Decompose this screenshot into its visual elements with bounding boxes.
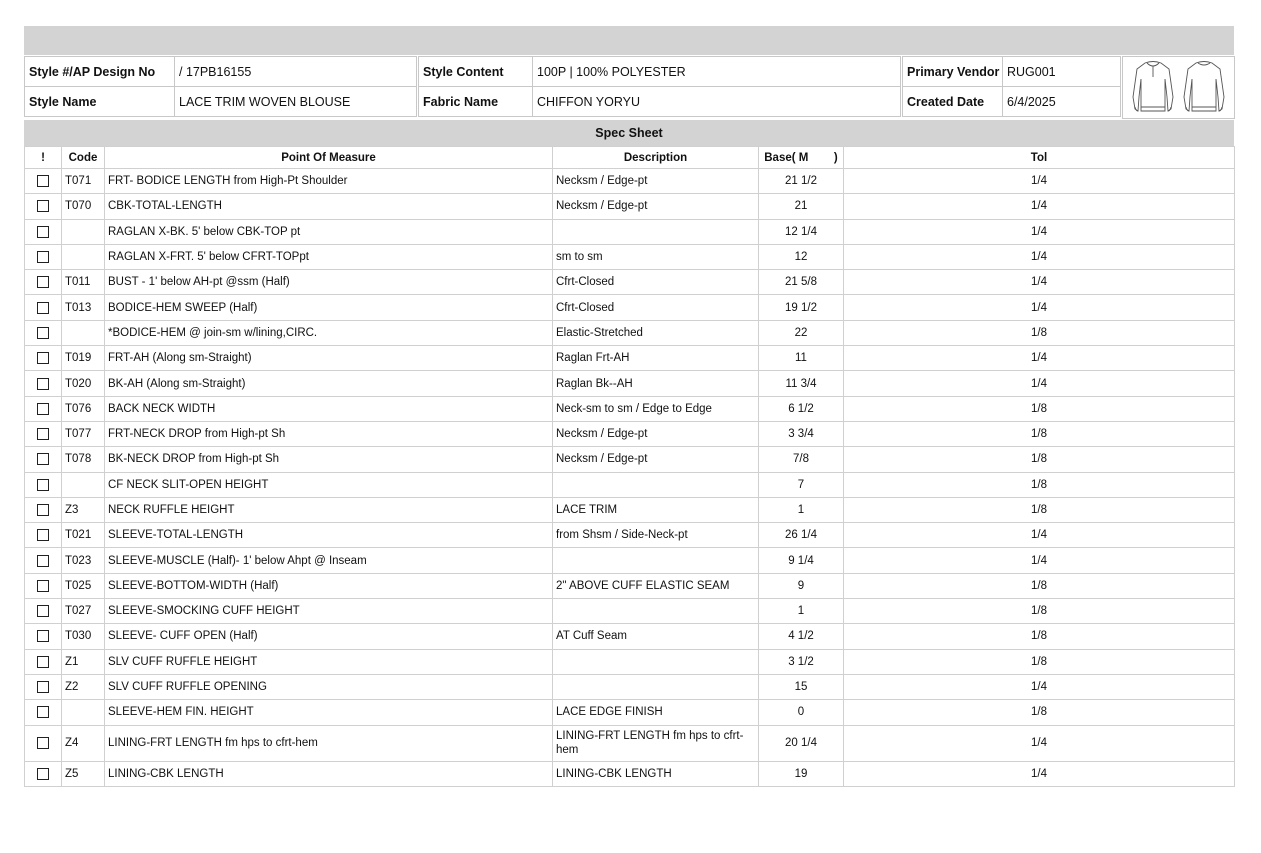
row-checkbox[interactable]: [37, 327, 49, 339]
row-point-of-measure: SLEEVE- CUFF OPEN (Half): [105, 624, 553, 649]
row-checkbox[interactable]: [37, 529, 49, 541]
row-code: [62, 219, 105, 244]
col-desc-header: Description: [553, 147, 759, 169]
col-pom-header: Point Of Measure: [105, 147, 553, 169]
row-code: T021: [62, 523, 105, 548]
table-row: [25, 447, 1235, 472]
row-tolerance: 1/8: [844, 599, 1235, 624]
row-code: T027: [62, 599, 105, 624]
row-base-value: 21 5/8: [759, 270, 844, 295]
row-point-of-measure: RAGLAN X-BK. 5' below CBK-TOP pt: [105, 219, 553, 244]
row-code: T013: [62, 295, 105, 320]
row-checkbox[interactable]: [37, 428, 49, 440]
table-row: [25, 624, 1235, 649]
row-base-value: 21 1/2: [759, 169, 844, 194]
row-code: Z5: [62, 761, 105, 786]
row-description: [553, 548, 759, 573]
row-point-of-measure: CF NECK SLIT-OPEN HEIGHT: [105, 472, 553, 497]
row-tolerance: 1/4: [844, 270, 1235, 295]
row-code: Z3: [62, 497, 105, 522]
row-base-value: 26 1/4: [759, 523, 844, 548]
table-row: [25, 472, 1235, 497]
fabric-name-label: Fabric Name: [419, 87, 533, 117]
row-point-of-measure: BUST - 1' below AH-pt @ssm (Half): [105, 270, 553, 295]
table-row: [25, 725, 1235, 761]
table-row: [25, 371, 1235, 396]
row-point-of-measure: SLEEVE-BOTTOM-WIDTH (Half): [105, 573, 553, 598]
col-tol-header: Tol: [844, 147, 1235, 169]
row-base-value: 22: [759, 320, 844, 345]
created-date-label: Created Date: [903, 87, 1003, 117]
row-checkbox-cell: [25, 624, 62, 649]
row-checkbox[interactable]: [37, 656, 49, 668]
col-flag-header: !: [25, 147, 62, 169]
row-checkbox[interactable]: [37, 453, 49, 465]
row-description: Necksm / Edge-pt: [553, 447, 759, 472]
style-no-label: Style #/AP Design No: [25, 57, 175, 87]
row-code: T078: [62, 447, 105, 472]
row-point-of-measure: *BODICE-HEM @ join-sm w/lining,CIRC.: [105, 320, 553, 345]
row-code: T076: [62, 396, 105, 421]
row-checkbox-cell: [25, 219, 62, 244]
row-point-of-measure: SLEEVE-TOTAL-LENGTH: [105, 523, 553, 548]
row-checkbox-cell: [25, 169, 62, 194]
row-base-value: 9 1/4: [759, 548, 844, 573]
table-row: [25, 244, 1235, 269]
row-point-of-measure: SLEEVE-HEM FIN. HEIGHT: [105, 700, 553, 725]
row-point-of-measure: CBK-TOTAL-LENGTH: [105, 194, 553, 219]
row-description: AT Cuff Seam: [553, 624, 759, 649]
row-checkbox-cell: [25, 548, 62, 573]
row-tolerance: 1/8: [844, 700, 1235, 725]
table-row: [25, 761, 1235, 786]
row-base-value: 19: [759, 761, 844, 786]
row-tolerance: 1/8: [844, 649, 1235, 674]
row-checkbox-cell: [25, 320, 62, 345]
row-description: Necksm / Edge-pt: [553, 194, 759, 219]
row-tolerance: 1/8: [844, 573, 1235, 598]
row-base-value: 1: [759, 497, 844, 522]
garment-sketch: [1122, 56, 1235, 119]
row-checkbox-cell: [25, 674, 62, 699]
row-checkbox-cell: [25, 497, 62, 522]
row-code: [62, 244, 105, 269]
row-checkbox[interactable]: [37, 768, 49, 780]
row-base-value: 3 1/2: [759, 649, 844, 674]
row-code: Z2: [62, 674, 105, 699]
table-row: [25, 320, 1235, 345]
table-row: [25, 599, 1235, 624]
row-base-value: 15: [759, 674, 844, 699]
style-content-value: 100P | 100% POLYESTER: [533, 57, 901, 87]
row-base-value: 9: [759, 573, 844, 598]
row-description: Elastic-Stretched: [553, 320, 759, 345]
row-description: [553, 649, 759, 674]
row-checkbox[interactable]: [37, 737, 49, 749]
style-content-label: Style Content: [419, 57, 533, 87]
style-name-label: Style Name: [25, 87, 175, 117]
row-code: [62, 320, 105, 345]
row-tolerance: 1/8: [844, 624, 1235, 649]
row-code: T030: [62, 624, 105, 649]
table-row: [25, 523, 1235, 548]
row-tolerance: 1/8: [844, 497, 1235, 522]
row-point-of-measure: LINING-CBK LENGTH: [105, 761, 553, 786]
table-row: [25, 169, 1235, 194]
row-tolerance: 1/8: [844, 421, 1235, 446]
row-code: T011: [62, 270, 105, 295]
row-description: LINING-FRT LENGTH fm hps to cfrt-hem: [553, 725, 759, 761]
row-checkbox-cell: [25, 421, 62, 446]
row-tolerance: 1/4: [844, 371, 1235, 396]
row-base-value: 19 1/2: [759, 295, 844, 320]
row-tolerance: 1/4: [844, 725, 1235, 761]
row-checkbox[interactable]: [37, 200, 49, 212]
table-row: [25, 219, 1235, 244]
row-tolerance: 1/4: [844, 219, 1235, 244]
row-description: sm to sm: [553, 244, 759, 269]
row-base-value: 20 1/4: [759, 725, 844, 761]
row-tolerance: 1/4: [844, 548, 1235, 573]
row-code: Z4: [62, 725, 105, 761]
row-checkbox-cell: [25, 270, 62, 295]
row-description: from Shsm / Side-Neck-pt: [553, 523, 759, 548]
row-checkbox[interactable]: [37, 378, 49, 390]
row-tolerance: 1/4: [844, 674, 1235, 699]
row-point-of-measure: LINING-FRT LENGTH fm hps to cfrt-hem: [105, 725, 553, 761]
row-description: LACE TRIM: [553, 497, 759, 522]
row-checkbox[interactable]: [37, 226, 49, 238]
table-row: [25, 674, 1235, 699]
row-checkbox-cell: [25, 725, 62, 761]
row-code: T023: [62, 548, 105, 573]
style-no-value: / 17PB16155: [175, 57, 417, 87]
row-description: [553, 472, 759, 497]
row-checkbox[interactable]: [37, 555, 49, 567]
row-code: Z1: [62, 649, 105, 674]
row-checkbox[interactable]: [37, 681, 49, 693]
row-code: [62, 472, 105, 497]
row-checkbox[interactable]: [37, 403, 49, 415]
row-tolerance: 1/8: [844, 320, 1235, 345]
row-point-of-measure: BODICE-HEM SWEEP (Half): [105, 295, 553, 320]
row-checkbox[interactable]: [37, 504, 49, 516]
row-tolerance: 1/8: [844, 447, 1235, 472]
row-code: T077: [62, 421, 105, 446]
row-description: Necksm / Edge-pt: [553, 169, 759, 194]
row-point-of-measure: FRT-NECK DROP from High-pt Sh: [105, 421, 553, 446]
table-row: [25, 497, 1235, 522]
row-base-value: 0: [759, 700, 844, 725]
row-description: Necksm / Edge-pt: [553, 421, 759, 446]
row-point-of-measure: BK-NECK DROP from High-pt Sh: [105, 447, 553, 472]
row-point-of-measure: NECK RUFFLE HEIGHT: [105, 497, 553, 522]
row-checkbox-cell: [25, 649, 62, 674]
row-base-value: 7/8: [759, 447, 844, 472]
vendor-info-table: [902, 56, 1121, 117]
row-description: LINING-CBK LENGTH: [553, 761, 759, 786]
row-description: Raglan Frt-AH: [553, 346, 759, 371]
spec-table: [24, 146, 1235, 787]
row-code: T020: [62, 371, 105, 396]
col-code-header: Code: [62, 147, 105, 169]
fabric-info-table: [418, 56, 901, 117]
table-row: [25, 396, 1235, 421]
row-point-of-measure: SLV CUFF RUFFLE HEIGHT: [105, 649, 553, 674]
row-checkbox-cell: [25, 396, 62, 421]
row-checkbox[interactable]: [37, 605, 49, 617]
row-checkbox[interactable]: [37, 276, 49, 288]
row-code: T025: [62, 573, 105, 598]
row-checkbox-cell: [25, 761, 62, 786]
row-code: T019: [62, 346, 105, 371]
row-description: [553, 599, 759, 624]
table-row: [25, 421, 1235, 446]
spec-sheet-title: Spec Sheet: [24, 120, 1234, 146]
row-tolerance: 1/4: [844, 523, 1235, 548]
row-tolerance: 1/4: [844, 244, 1235, 269]
row-code: T071: [62, 169, 105, 194]
row-tolerance: 1/8: [844, 472, 1235, 497]
spec-header-row: [25, 147, 1235, 169]
row-tolerance: 1/8: [844, 396, 1235, 421]
table-row: [25, 649, 1235, 674]
row-checkbox-cell: [25, 472, 62, 497]
created-date-value: 6/4/2025: [1003, 87, 1121, 117]
style-name-value: LACE TRIM WOVEN BLOUSE: [175, 87, 417, 117]
col-base-header: Base( M ): [759, 147, 844, 169]
row-base-value: 11 3/4: [759, 371, 844, 396]
row-base-value: 4 1/2: [759, 624, 844, 649]
row-tolerance: 1/4: [844, 346, 1235, 371]
row-point-of-measure: SLV CUFF RUFFLE OPENING: [105, 674, 553, 699]
row-description: [553, 219, 759, 244]
row-base-value: 21: [759, 194, 844, 219]
row-checkbox-cell: [25, 700, 62, 725]
row-description: 2" ABOVE CUFF ELASTIC SEAM: [553, 573, 759, 598]
row-tolerance: 1/4: [844, 194, 1235, 219]
row-base-value: 3 3/4: [759, 421, 844, 446]
fabric-name-value: CHIFFON YORYU: [533, 87, 901, 117]
row-checkbox-cell: [25, 599, 62, 624]
table-row: [25, 700, 1235, 725]
row-tolerance: 1/4: [844, 169, 1235, 194]
row-description: Neck-sm to sm / Edge to Edge: [553, 396, 759, 421]
row-code: T070: [62, 194, 105, 219]
row-tolerance: 1/4: [844, 295, 1235, 320]
row-base-value: 1: [759, 599, 844, 624]
row-checkbox-cell: [25, 346, 62, 371]
row-description: Cfrt-Closed: [553, 295, 759, 320]
table-row: [25, 295, 1235, 320]
table-row: [25, 573, 1235, 598]
table-row: [25, 270, 1235, 295]
row-base-value: 12 1/4: [759, 219, 844, 244]
table-row: [25, 194, 1235, 219]
row-checkbox-cell: [25, 371, 62, 396]
primary-vendor-label: Primary Vendor: [903, 57, 1003, 87]
primary-vendor-value: RUG001: [1003, 57, 1121, 87]
row-point-of-measure: RAGLAN X-FRT. 5' below CFRT-TOPpt: [105, 244, 553, 269]
row-base-value: 7: [759, 472, 844, 497]
row-checkbox[interactable]: [37, 580, 49, 592]
row-checkbox-cell: [25, 447, 62, 472]
row-checkbox[interactable]: [37, 352, 49, 364]
row-code: [62, 700, 105, 725]
row-description: Raglan Bk--AH: [553, 371, 759, 396]
table-row: [25, 548, 1235, 573]
row-point-of-measure: BACK NECK WIDTH: [105, 396, 553, 421]
style-info-table: [24, 56, 417, 117]
row-base-value: 6 1/2: [759, 396, 844, 421]
row-base-value: 12: [759, 244, 844, 269]
row-point-of-measure: FRT- BODICE LENGTH from High-Pt Shoulder: [105, 169, 553, 194]
blouse-sketch-icon: [1123, 57, 1234, 118]
row-checkbox[interactable]: [37, 630, 49, 642]
row-description: Cfrt-Closed: [553, 270, 759, 295]
row-checkbox-cell: [25, 194, 62, 219]
row-checkbox-cell: [25, 523, 62, 548]
row-description: [553, 674, 759, 699]
row-point-of-measure: SLEEVE-MUSCLE (Half)- 1' below Ahpt @ Inseam: [105, 548, 553, 573]
top-banner: [24, 26, 1234, 55]
row-checkbox[interactable]: [37, 706, 49, 718]
row-checkbox[interactable]: [37, 302, 49, 314]
table-row: [25, 346, 1235, 371]
row-tolerance: 1/4: [844, 761, 1235, 786]
row-checkbox-cell: [25, 295, 62, 320]
row-description: LACE EDGE FINISH: [553, 700, 759, 725]
row-checkbox-cell: [25, 573, 62, 598]
row-point-of-measure: SLEEVE-SMOCKING CUFF HEIGHT: [105, 599, 553, 624]
row-checkbox[interactable]: [37, 479, 49, 491]
row-checkbox[interactable]: [37, 251, 49, 263]
row-checkbox-cell: [25, 244, 62, 269]
row-base-value: 11: [759, 346, 844, 371]
row-point-of-measure: FRT-AH (Along sm-Straight): [105, 346, 553, 371]
row-point-of-measure: BK-AH (Along sm-Straight): [105, 371, 553, 396]
row-checkbox[interactable]: [37, 175, 49, 187]
